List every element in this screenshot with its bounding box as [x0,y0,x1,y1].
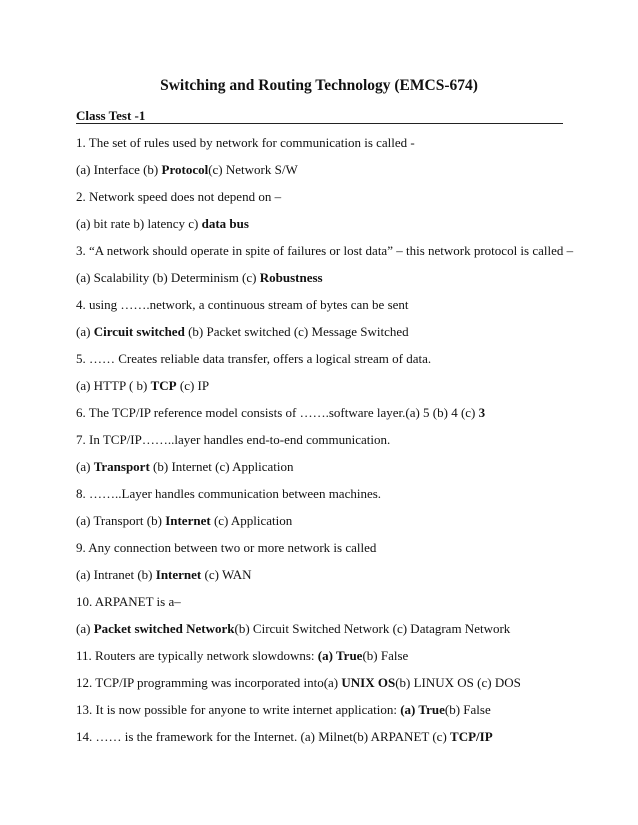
line-text: 12. TCP/IP programming was incorporated into(a) [76,675,342,690]
class-test-heading: Class Test -1 [76,108,146,123]
line-text: (b) Internet (c) Application [149,459,294,474]
correct-answer: data bus [201,216,249,231]
line-text: (a) bit rate b) latency c) [76,216,202,231]
correct-answer: TCP/IP [450,729,493,744]
line-text: 1. The set of rules used by network for communication is called - [76,135,415,150]
line-text: 4. using …….network, a continuous stream of bytes can be sent [76,297,409,312]
question-line [76,675,521,691]
line-text: 14. …… is the framework for the Internet. (a) Milnet(b) ARPANET (c) [76,729,451,744]
line-text: (b) False [362,648,409,663]
question-line [76,540,376,556]
answer-options-line [76,162,298,178]
line-text: (b) LINUX OS (c) DOS [395,675,521,690]
answer-options-line [76,324,409,340]
correct-answer: Robustness [259,270,323,285]
line-text: 10. ARPANET is a– [76,594,181,609]
line-text: (c) WAN [201,567,252,582]
question-line [76,729,493,745]
line-text: 7. In TCP/IP……..layer handles end-to-end communication. [76,432,391,447]
line-text: (a) Scalability (b) Determinism (c) [76,270,260,285]
answer-options-line [76,621,510,637]
line-text: (b) False [444,702,491,717]
line-text: (c) Application [210,513,293,528]
line-text: 5. …… Creates reliable data transfer, offers a logical stream of data. [76,351,432,366]
line-text: (b) Packet switched (c) Message Switched [184,324,409,339]
correct-answer: 3 [478,405,486,420]
line-text: (b) Circuit Switched Network (c) Datagram Network [234,621,511,636]
correct-answer: Internet [155,567,202,582]
question-line [76,405,485,421]
correct-answer: Packet switched Network [93,621,235,636]
correct-answer: Internet [165,513,211,528]
question-line [76,432,390,448]
answer-options-line [76,513,292,529]
question-line [76,243,573,259]
line-text: 8. ……..Layer handles communication between machines. [76,486,382,501]
answer-options-line [76,270,323,286]
question-line [76,486,381,502]
correct-answer: Circuit switched [93,324,185,339]
correct-answer: Transport [93,459,150,474]
correct-answer: Protocol [161,162,209,177]
line-text: (c) IP [176,378,210,393]
question-line [76,702,491,718]
line-text: (a) [76,324,94,339]
line-text: (c) Network S/W [208,162,298,177]
correct-answer: UNIX OS [341,675,396,690]
answer-options-line [76,216,249,232]
correct-answer: TCP [150,378,177,393]
line-text: 13. It is now possible for anyone to write internet application: [76,702,401,717]
line-text: 6. The TCP/IP reference model consists of …….software layer.(a) 5 (b) 4 (c) [76,405,479,420]
line-text: 2. Network speed does not depend on – [76,189,282,204]
question-line [76,135,415,151]
question-line [76,351,431,367]
question-line [76,189,281,205]
line-text: (a) HTTP ( b) [76,378,151,393]
question-line [76,648,408,664]
heading-divider [76,123,563,124]
line-text: (a) Intranet (b) [76,567,156,582]
answer-options-line [76,378,209,394]
line-text: (a) [76,621,94,636]
correct-answer: (a) True [400,702,445,717]
correct-answer: (a) True [317,648,363,663]
line-text: (a) Interface (b) [76,162,162,177]
answer-options-line [76,459,293,475]
line-text: 3. “A network should operate in spite of failures or lost data” – this network protocol is called – [76,243,574,258]
question-line [76,297,409,313]
page-title: Switching and Routing Technology (EMCS-674) [160,77,478,94]
line-text: (a) Transport (b) [76,513,166,528]
line-text: (a) [76,459,94,474]
answer-options-line [76,567,252,583]
question-line [76,594,181,610]
line-text: 11. Routers are typically network slowdowns: [76,648,318,663]
line-text: 9. Any connection between two or more network is called [76,540,377,555]
